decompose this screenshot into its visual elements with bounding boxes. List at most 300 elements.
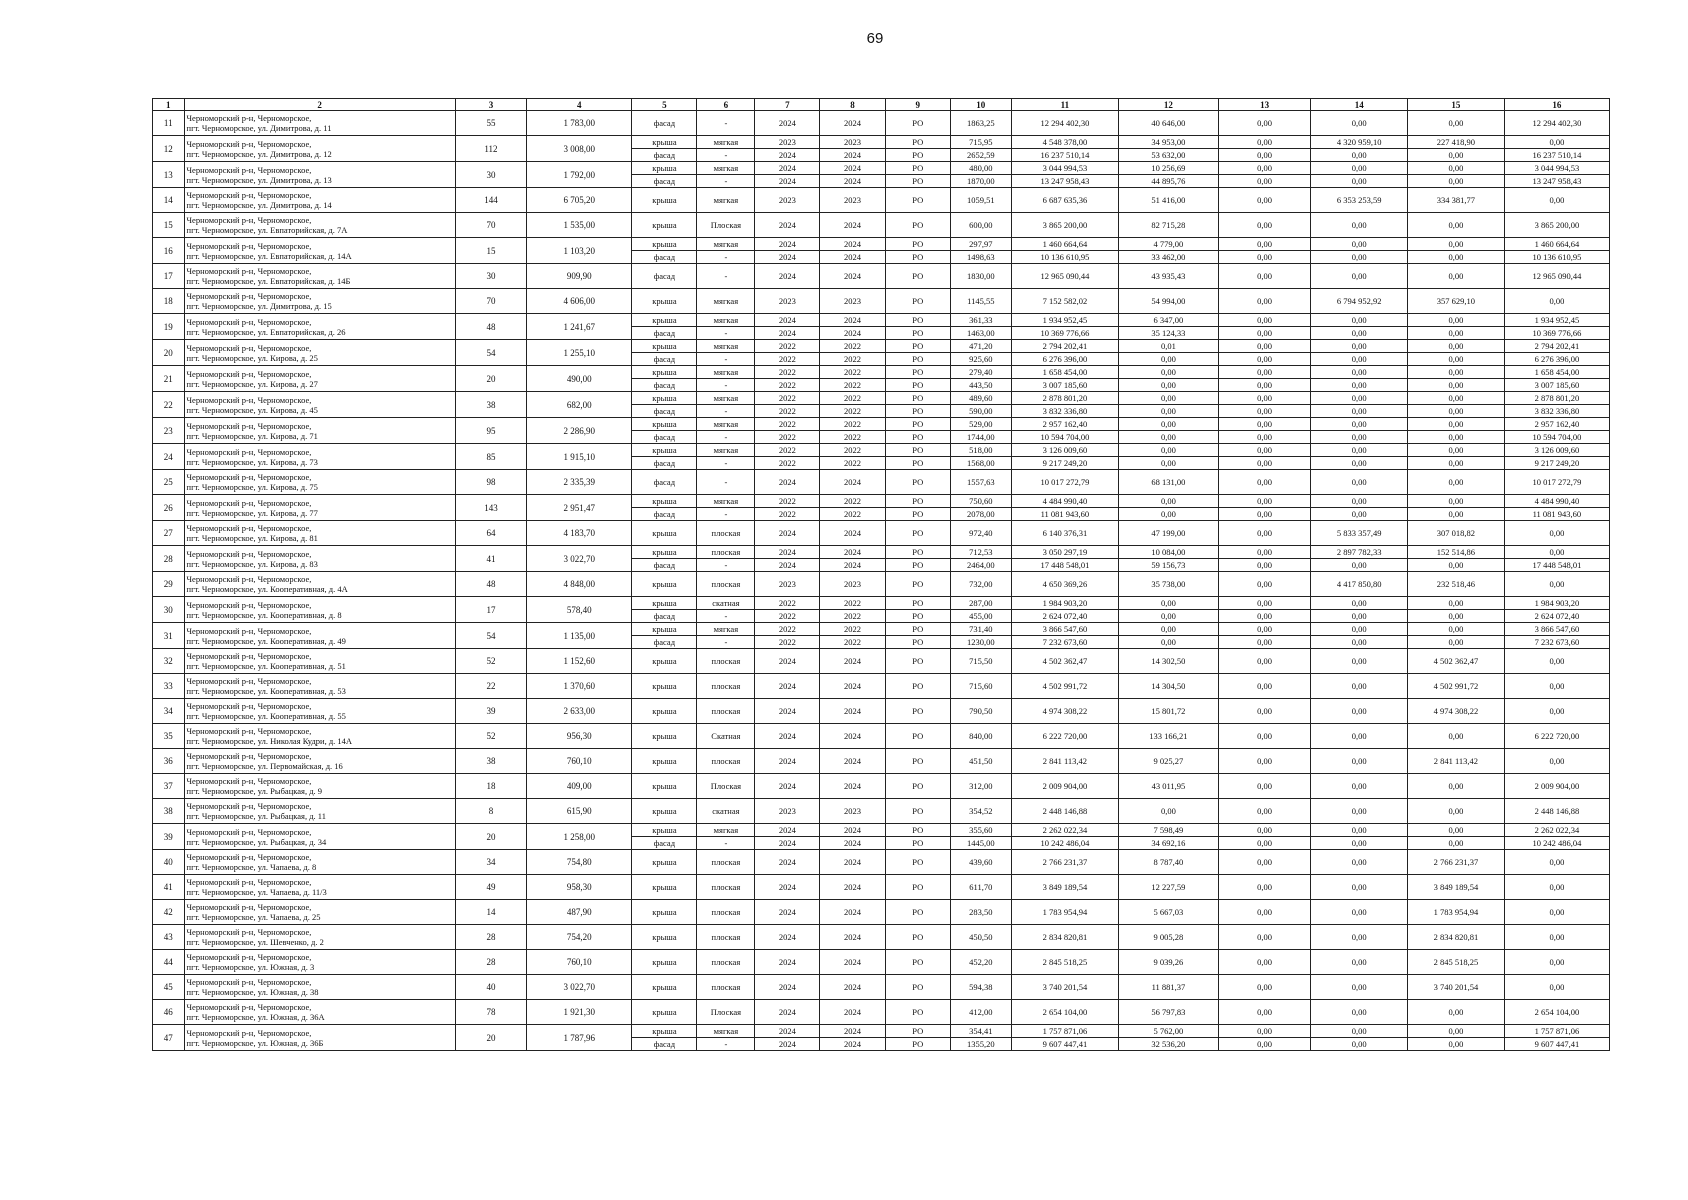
column-header: 4 [527, 99, 632, 111]
data-cell: 0,00 [1311, 1000, 1408, 1025]
data-cell: 439,60 [950, 850, 1011, 875]
data-cell: 0,00 [1408, 774, 1505, 799]
data-cell: 0,00 [1408, 1025, 1505, 1038]
data-cell: 53 632,00 [1119, 149, 1219, 162]
data-cell: 43 935,43 [1119, 264, 1219, 289]
data-cell: 0,00 [1504, 649, 1609, 674]
data-cell: 2024 [820, 699, 885, 724]
data-cell: 1445,00 [950, 837, 1011, 850]
data-cell: 0,00 [1311, 149, 1408, 162]
data-cell: РО [885, 444, 950, 457]
data-cell: 2023 [820, 289, 885, 314]
data-cell: 0,00 [1218, 824, 1311, 837]
column-header-row [153, 99, 1610, 111]
data-cell: РО [885, 508, 950, 521]
data-cell: 0,00 [1504, 950, 1609, 975]
data-cell: 1 783 954,94 [1011, 900, 1118, 925]
apartments-cell: 38 [455, 392, 526, 418]
data-cell: 2023 [820, 572, 885, 597]
data-cell: 279,40 [950, 366, 1011, 379]
data-cell: 2022 [755, 431, 820, 444]
data-cell: 12 965 090,44 [1504, 264, 1609, 289]
data-cell: 2 794 202,41 [1011, 340, 1118, 353]
data-cell: 2022 [755, 495, 820, 508]
data-cell: 2024 [820, 749, 885, 774]
data-cell: 4 502 991,72 [1408, 674, 1505, 699]
address-cell [184, 392, 455, 418]
data-cell: 2024 [755, 875, 820, 900]
area-cell: 958,30 [527, 875, 632, 900]
area-cell: 1 921,30 [527, 1000, 632, 1025]
area-cell: 1 792,00 [527, 162, 632, 188]
data-cell: крыша [632, 392, 697, 405]
data-cell: РО [885, 824, 950, 837]
data-cell: 518,00 [950, 444, 1011, 457]
data-cell: мягкая [697, 289, 755, 314]
data-cell: 4 974 308,22 [1408, 699, 1505, 724]
data-cell: 2022 [820, 392, 885, 405]
row-number: 28 [153, 546, 185, 572]
data-cell: 2024 [820, 470, 885, 495]
data-cell: 2022 [820, 379, 885, 392]
data-cell: 0,00 [1408, 238, 1505, 251]
apartments-cell: 39 [455, 699, 526, 724]
data-cell: 2022 [755, 636, 820, 649]
data-cell: 0,00 [1311, 366, 1408, 379]
data-cell: 450,50 [950, 925, 1011, 950]
apartments-cell: 34 [455, 850, 526, 875]
data-cell: 0,00 [1408, 264, 1505, 289]
apartments-cell: 40 [455, 975, 526, 1000]
data-cell: 2 841 113,42 [1408, 749, 1505, 774]
row-number: 40 [153, 850, 185, 875]
address-cell [184, 774, 455, 799]
address-cell [184, 597, 455, 623]
data-cell: РО [885, 188, 950, 213]
data-cell: крыша [632, 950, 697, 975]
data-cell: крыша [632, 418, 697, 431]
data-cell: 972,40 [950, 521, 1011, 546]
apartments-cell: 28 [455, 950, 526, 975]
data-cell: 2024 [755, 149, 820, 162]
data-cell: 15 801,72 [1119, 699, 1219, 724]
table-row [153, 470, 1610, 495]
data-cell: 3 866 547,60 [1011, 623, 1118, 636]
data-cell: 2023 [820, 799, 885, 824]
address-line: Черноморский р-н, Черноморское, [186, 215, 312, 225]
data-cell: Плоская [697, 213, 755, 238]
table-row [153, 314, 1610, 327]
data-cell: 1830,00 [950, 264, 1011, 289]
address-cell [184, 162, 455, 188]
data-cell: 2024 [820, 251, 885, 264]
data-cell: 35 738,00 [1119, 572, 1219, 597]
data-cell: 6 347,00 [1119, 314, 1219, 327]
column-header: 13 [1218, 99, 1311, 111]
row-number: 36 [153, 749, 185, 774]
data-cell: 0,00 [1218, 1038, 1311, 1051]
data-cell: 4 320 959,10 [1311, 136, 1408, 149]
data-cell: 480,00 [950, 162, 1011, 175]
address-line: пгт. Черноморское, ул. Димитрова, д. 13 [186, 174, 332, 185]
address-line: Черноморский р-н, Черноморское, [186, 801, 312, 811]
data-cell: 2024 [755, 749, 820, 774]
data-cell: 455,00 [950, 610, 1011, 623]
data-cell: РО [885, 289, 950, 314]
data-cell: 2024 [820, 724, 885, 749]
data-cell: 10 136 610,95 [1504, 251, 1609, 264]
data-cell: 2024 [755, 1038, 820, 1051]
apartments-cell: 48 [455, 314, 526, 340]
row-number: 27 [153, 521, 185, 546]
data-cell: 2024 [820, 264, 885, 289]
area-cell: 754,80 [527, 850, 632, 875]
row-number: 14 [153, 188, 185, 213]
row-number: 17 [153, 264, 185, 289]
address-cell [184, 418, 455, 444]
data-cell: 54 994,00 [1119, 289, 1219, 314]
data-cell: 2022 [755, 392, 820, 405]
data-cell: - [697, 149, 755, 162]
data-cell: 1744,00 [950, 431, 1011, 444]
column-header: 8 [820, 99, 885, 111]
data-cell: РО [885, 636, 950, 649]
data-cell: 0,00 [1311, 674, 1408, 699]
apartments-cell: 41 [455, 546, 526, 572]
column-header: 14 [1311, 99, 1408, 111]
row-number: 30 [153, 597, 185, 623]
data-cell: фасад [632, 379, 697, 392]
address-line: пгт. Черноморское, ул. Евпаторийская, д. 14Б [186, 276, 351, 286]
data-cell: 17 448 548,01 [1011, 559, 1118, 572]
address-line: пгт. Черноморское, ул. Южная, д. 36Б [186, 1037, 324, 1048]
area-cell: 1 152,60 [527, 649, 632, 674]
data-cell: 0,00 [1408, 559, 1505, 572]
address-line: Черноморский р-н, Черноморское, [186, 927, 312, 937]
data-cell: РО [885, 1025, 950, 1038]
data-cell: 731,40 [950, 623, 1011, 636]
data-cell: 10 242 486,04 [1504, 837, 1609, 850]
data-cell: 2022 [820, 636, 885, 649]
data-cell: мягкая [697, 366, 755, 379]
data-cell: 2022 [755, 340, 820, 353]
address-cell [184, 289, 455, 314]
data-cell: 2022 [755, 610, 820, 623]
data-cell: 2022 [820, 495, 885, 508]
data-cell: скатная [697, 799, 755, 824]
data-cell: - [697, 636, 755, 649]
address-line: Черноморский р-н, Черноморское, [186, 625, 312, 636]
data-cell: 0,00 [1311, 327, 1408, 340]
table-row [153, 975, 1610, 1000]
data-cell: 2 262 022,34 [1011, 824, 1118, 837]
data-cell: 4 974 308,22 [1011, 699, 1118, 724]
row-number: 31 [153, 623, 185, 649]
data-cell: 6 222 720,00 [1504, 724, 1609, 749]
address-line: Черноморский р-н, Черноморское, [186, 240, 312, 251]
address-line: Черноморский р-н, Черноморское, [186, 394, 312, 405]
data-cell: 34 692,16 [1119, 837, 1219, 850]
data-cell: 0,00 [1218, 264, 1311, 289]
data-cell: 2024 [755, 774, 820, 799]
data-cell: 0,00 [1311, 418, 1408, 431]
data-cell: 2024 [755, 1000, 820, 1025]
row-number: 47 [153, 1025, 185, 1051]
apartments-cell: 144 [455, 188, 526, 213]
address-line: Черноморский р-н, Черноморское, [186, 877, 312, 887]
area-cell: 2 633,00 [527, 699, 632, 724]
data-cell: 0,00 [1119, 392, 1219, 405]
apartments-cell: 17 [455, 597, 526, 623]
data-cell: крыша [632, 774, 697, 799]
data-cell: 2024 [755, 251, 820, 264]
data-cell: 357 629,10 [1408, 289, 1505, 314]
data-cell: 9 217 249,20 [1504, 457, 1609, 470]
data-cell: 2024 [820, 1000, 885, 1025]
data-cell: 2024 [820, 900, 885, 925]
data-cell: крыша [632, 749, 697, 774]
data-cell: 334 381,77 [1408, 188, 1505, 213]
apartments-cell: 8 [455, 799, 526, 824]
row-number: 12 [153, 136, 185, 162]
area-cell: 909,90 [527, 264, 632, 289]
address-cell [184, 546, 455, 572]
table-row [153, 799, 1610, 824]
data-cell: 16 237 510,14 [1504, 149, 1609, 162]
data-cell: 0,00 [1218, 314, 1311, 327]
data-cell: 2023 [755, 572, 820, 597]
data-cell: 0,00 [1311, 636, 1408, 649]
data-cell: 232 518,46 [1408, 572, 1505, 597]
address-line: пгт. Черноморское, ул. Первомайская, д. 16 [186, 761, 343, 771]
data-cell: плоская [697, 674, 755, 699]
data-cell: 2 654 104,00 [1011, 1000, 1118, 1025]
data-cell: крыша [632, 699, 697, 724]
data-cell: 2024 [755, 975, 820, 1000]
address-line: Черноморский р-н, Черноморское, [186, 497, 312, 508]
address-line: Черноморский р-н, Черноморское, [186, 701, 312, 711]
data-cell: 715,60 [950, 674, 1011, 699]
data-cell: фасад [632, 327, 697, 340]
area-cell: 1 255,10 [527, 340, 632, 366]
address-line: пгт. Черноморское, ул. Южная, д. 38 [186, 987, 319, 997]
data-cell: 0,00 [1218, 508, 1311, 521]
data-cell: 1 460 664,64 [1504, 238, 1609, 251]
table-row [153, 623, 1610, 636]
data-cell: 0,00 [1504, 975, 1609, 1000]
address-line: Черноморский р-н, Черноморское, [186, 291, 312, 301]
data-cell: 0,00 [1218, 327, 1311, 340]
data-cell: 297,97 [950, 238, 1011, 251]
address-line: пгт. Черноморское, ул. Кирова, д. 45 [186, 404, 318, 415]
data-cell: 0,00 [1218, 392, 1311, 405]
data-cell: 2024 [755, 111, 820, 136]
data-cell: 13 247 958,43 [1011, 175, 1118, 188]
data-cell: 0,00 [1218, 774, 1311, 799]
data-cell: 0,00 [1504, 572, 1609, 597]
table-row [153, 366, 1610, 379]
data-cell: фасад [632, 559, 697, 572]
data-cell: 7 232 673,60 [1011, 636, 1118, 649]
data-cell: 2024 [755, 327, 820, 340]
data-cell: РО [885, 1038, 950, 1051]
data-cell: 0,00 [1218, 875, 1311, 900]
address-line: пгт. Черноморское, ул. Кирова, д. 71 [186, 430, 318, 441]
data-cell: 1145,55 [950, 289, 1011, 314]
address-line: пгт. Черноморское, ул. Чапаева, д. 25 [186, 912, 321, 922]
data-cell: РО [885, 418, 950, 431]
address-line: пгт. Черноморское, ул. Кирова, д. 81 [186, 533, 318, 543]
data-cell: 0,00 [1408, 623, 1505, 636]
data-cell: Плоская [697, 774, 755, 799]
data-cell: 0,00 [1119, 444, 1219, 457]
data-cell: 0,00 [1218, 799, 1311, 824]
data-cell: РО [885, 837, 950, 850]
data-cell: 0,00 [1504, 674, 1609, 699]
data-cell: 0,00 [1408, 1038, 1505, 1051]
data-cell: 2 957 162,40 [1011, 418, 1118, 431]
address-cell [184, 340, 455, 366]
table-row [153, 188, 1610, 213]
data-cell: 2 834 820,81 [1011, 925, 1118, 950]
data-cell: 0,00 [1408, 392, 1505, 405]
data-cell: 3 126 009,60 [1504, 444, 1609, 457]
data-cell: 2024 [820, 162, 885, 175]
address-line: пгт. Черноморское, ул. Евпаторийская, д. 7А [186, 225, 348, 235]
data-cell: 0,00 [1119, 636, 1219, 649]
data-cell: мягкая [697, 444, 755, 457]
data-cell: 7 598,49 [1119, 824, 1219, 837]
data-cell: 0,00 [1408, 175, 1505, 188]
address-line: пгт. Черноморское, ул. Евпаторийская, д. 26 [186, 326, 346, 337]
data-cell: крыша [632, 875, 697, 900]
area-cell: 490,00 [527, 366, 632, 392]
data-cell: крыша [632, 495, 697, 508]
data-cell: 2 448 146,88 [1504, 799, 1609, 824]
data-cell: 2024 [820, 327, 885, 340]
data-cell: мягкая [697, 188, 755, 213]
data-cell: РО [885, 610, 950, 623]
data-cell: РО [885, 623, 950, 636]
data-cell: 0,00 [1311, 457, 1408, 470]
data-cell: 8 787,40 [1119, 850, 1219, 875]
table-row [153, 597, 1610, 610]
column-header: 15 [1408, 99, 1505, 111]
data-cell: 2024 [755, 850, 820, 875]
data-cell: фасад [632, 431, 697, 444]
data-cell: 0,00 [1311, 162, 1408, 175]
data-cell: 0,00 [1408, 366, 1505, 379]
data-cell: 0,00 [1311, 774, 1408, 799]
address-line: пгт. Черноморское, ул. Кирова, д. 77 [186, 507, 318, 518]
row-number: 33 [153, 674, 185, 699]
address-line: пгт. Черноморское, ул. Кооперативная, д. 49 [186, 635, 346, 646]
data-cell: 5 833 357,49 [1311, 521, 1408, 546]
data-cell: 2022 [755, 623, 820, 636]
data-cell: 361,33 [950, 314, 1011, 327]
table-row [153, 213, 1610, 238]
data-cell: 0,00 [1218, 111, 1311, 136]
data-cell: крыша [632, 213, 697, 238]
column-header: 10 [950, 99, 1011, 111]
data-cell: 12 965 090,44 [1011, 264, 1118, 289]
data-cell: 2024 [755, 470, 820, 495]
address-cell [184, 238, 455, 264]
table-row [153, 418, 1610, 431]
data-cell: 354,41 [950, 1025, 1011, 1038]
data-cell: плоская [697, 699, 755, 724]
data-cell: РО [885, 572, 950, 597]
area-cell: 3 022,70 [527, 975, 632, 1000]
data-cell: 0,00 [1218, 175, 1311, 188]
data-cell: 0,00 [1311, 405, 1408, 418]
data-cell: 2024 [755, 1025, 820, 1038]
data-cell: 0,00 [1408, 610, 1505, 623]
data-cell: 2024 [820, 837, 885, 850]
data-cell: 0,00 [1218, 444, 1311, 457]
data-cell: мягкая [697, 824, 755, 837]
row-number: 46 [153, 1000, 185, 1025]
data-cell: 6 276 396,00 [1504, 353, 1609, 366]
data-cell: 12 294 402,30 [1011, 111, 1118, 136]
table-row [153, 1000, 1610, 1025]
address-line: пгт. Черноморское, ул. Димитрова, д. 12 [186, 148, 332, 159]
table-row [153, 546, 1610, 559]
table-row [153, 950, 1610, 975]
address-line: пгт. Черноморское, ул. Кооперативная, д. 51 [186, 661, 346, 671]
data-cell: 2024 [755, 521, 820, 546]
data-cell: 0,00 [1311, 824, 1408, 837]
data-cell: 4 502 991,72 [1011, 674, 1118, 699]
data-cell: 0,00 [1218, 366, 1311, 379]
address-line: Черноморский р-н, Черноморское, [186, 316, 312, 327]
data-cell: 412,00 [950, 1000, 1011, 1025]
data-cell: - [697, 610, 755, 623]
row-number: 44 [153, 950, 185, 975]
row-number: 21 [153, 366, 185, 392]
data-cell: крыша [632, 623, 697, 636]
data-cell: 9 607 447,41 [1011, 1038, 1118, 1051]
data-cell: РО [885, 314, 950, 327]
data-cell: 0,00 [1311, 837, 1408, 850]
address-line: пгт. Черноморское, ул. Кооперативная, д. 4А [186, 584, 348, 594]
data-cell: плоская [697, 850, 755, 875]
data-cell: РО [885, 353, 950, 366]
data-cell: РО [885, 405, 950, 418]
data-cell: 6 687 635,36 [1011, 188, 1118, 213]
data-cell: 1 934 952,45 [1504, 314, 1609, 327]
data-cell: крыша [632, 975, 697, 1000]
area-cell: 409,00 [527, 774, 632, 799]
data-cell: 2024 [755, 559, 820, 572]
data-cell: плоская [697, 925, 755, 950]
data-cell: 0,00 [1311, 699, 1408, 724]
address-cell [184, 749, 455, 774]
address-line: Черноморский р-н, Черноморское, [186, 523, 312, 533]
address-line: пгт. Черноморское, ул. Шевченко, д. 2 [186, 937, 324, 947]
data-cell: 2 654 104,00 [1504, 1000, 1609, 1025]
data-cell: - [697, 353, 755, 366]
data-cell: фасад [632, 111, 697, 136]
address-line: пгт. Черноморское, ул. Николая Кудри, д. 14А [186, 736, 353, 746]
data-cell: - [697, 111, 755, 136]
data-cell: 9 217 249,20 [1011, 457, 1118, 470]
data-cell: 0,00 [1504, 188, 1609, 213]
data-cell: 0,00 [1408, 379, 1505, 392]
data-cell: 2024 [820, 1038, 885, 1051]
table-row [153, 444, 1610, 457]
address-line: пгт. Черноморское, ул. Димитрова, д. 15 [186, 301, 332, 311]
